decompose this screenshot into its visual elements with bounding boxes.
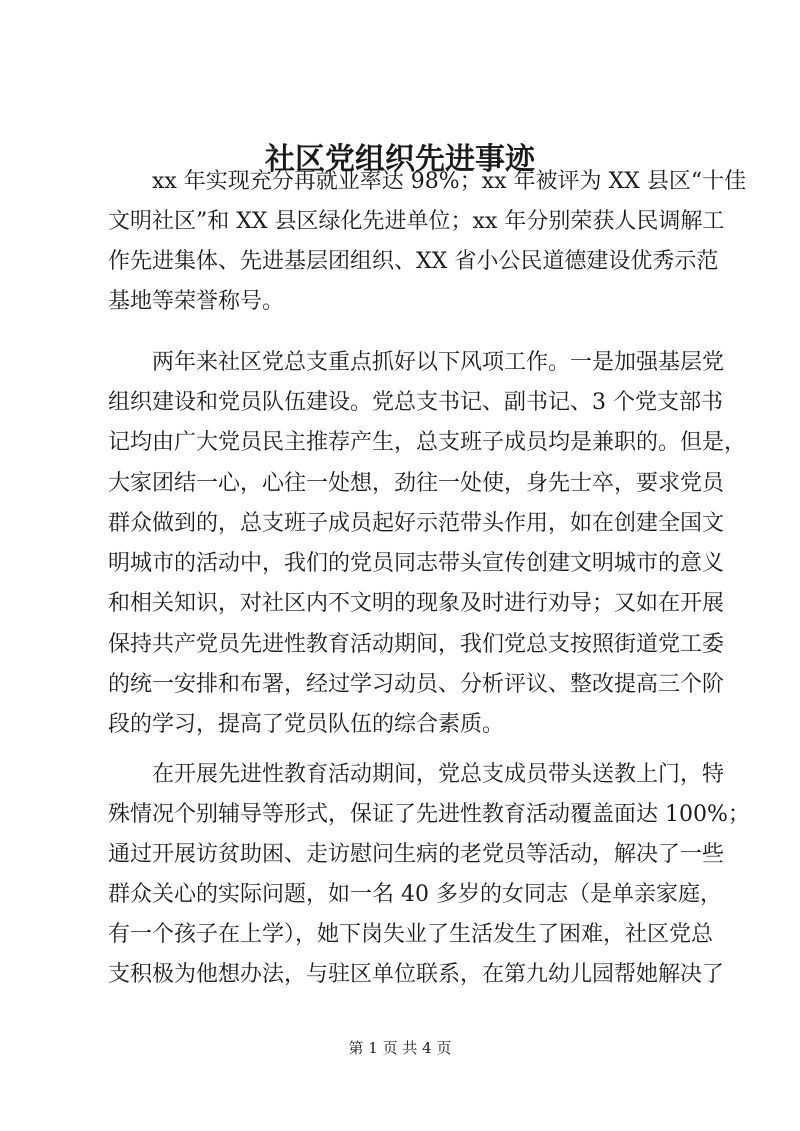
paragraph-3-line: 群众关心的实际问题，如一名 40 多岁的女同志（是单亲家庭， bbox=[108, 882, 722, 907]
document-title: 社区党组织先进事迹 bbox=[265, 142, 535, 177]
paragraph-1-line: 基地等荣誉称号。 bbox=[108, 289, 285, 314]
paragraph-2-line: 的统一安排和布署，经过学习动员、分析评议、整改提高三个阶 bbox=[108, 672, 725, 697]
paragraph-1-line: 文明社区”和 XX 县区绿化先进单位；xx 年分别荣获人民调解工 bbox=[108, 209, 725, 234]
paragraph-2-line: 大家团结一心，心往一处想，劲往一处使，身先士卒，要求党员 bbox=[108, 471, 725, 496]
paragraph-2-line: 群众做到的，总支班子成员起好示范带头作用，如在创建全国文 bbox=[108, 511, 725, 536]
paragraph-2-line: 保持共产党员先进性教育活动期间，我们党总支按照街道党工委 bbox=[108, 632, 725, 657]
paragraph-3-line: 支积极为他想办法，与驻区单位联系，在第九幼儿园帮她解决了 bbox=[108, 962, 725, 987]
paragraph-2-line: 记均由广大党员民主推荐产生，总支班子成员均是兼职的。但是， bbox=[108, 430, 747, 455]
paragraph-3-line: 殊情况个别辅导等形式，保证了先进性教育活动覆盖面达 100%； bbox=[108, 802, 750, 827]
page-footer: 第 1 页 共 4 页 bbox=[348, 1039, 452, 1057]
paragraph-2-line: 段的学习，提高了党员队伍的综合素质。 bbox=[108, 712, 505, 737]
paragraph-1-line: 作先进集体、先进基层团组织、XX 省小公民道德建设优秀示范 bbox=[108, 249, 719, 274]
paragraph-3-line: 有一个孩子在上学），她下岗失业了生活发生了困难，社区党总 bbox=[108, 922, 714, 947]
paragraph-1-line: xx 年实现充分再就业率达 98%；xx 年被评为 XX 县区“十佳 bbox=[152, 169, 747, 194]
paragraph-3-line: 通过开展访贫助困、走访慰问生病的老党员等活动，解决了一些 bbox=[108, 842, 725, 867]
paragraph-2-line: 组织建设和党员队伍建设。党总支书记、副书记、3 个党支部书 bbox=[108, 390, 723, 415]
paragraph-2-line: 明城市的活动中，我们的党员同志带头宣传创建文明城市的意义 bbox=[108, 551, 725, 576]
paragraph-3-line: 在开展先进性教育活动期间，党总支成员带头送教上门，特 bbox=[152, 762, 725, 787]
paragraph-2-line: 两年来社区党总支重点抓好以下风项工作。一是加强基层党 bbox=[152, 350, 725, 375]
paragraph-2-line: 和相关知识，对社区内不文明的现象及时进行劝导；又如在开展 bbox=[108, 591, 725, 616]
